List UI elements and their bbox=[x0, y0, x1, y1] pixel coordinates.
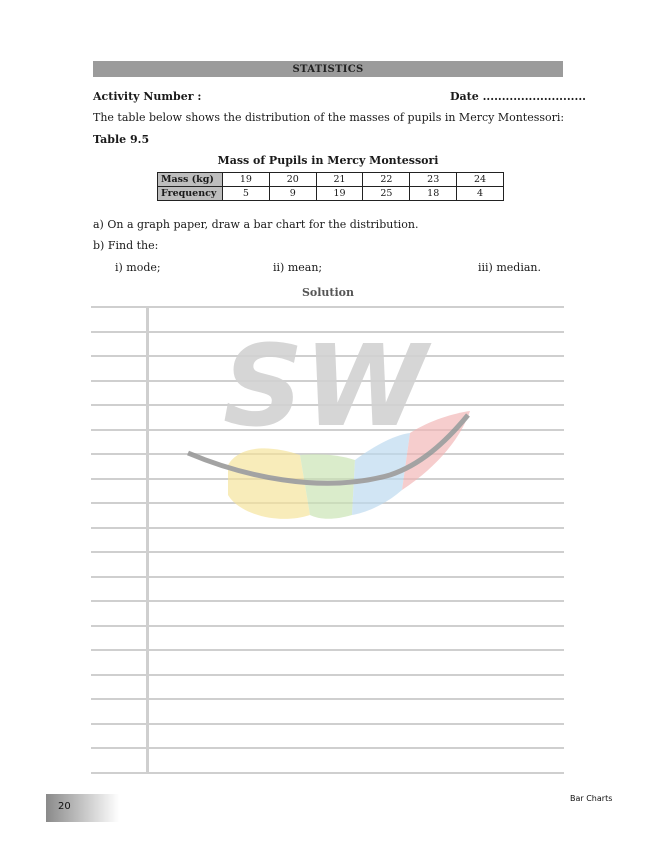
table-cell: 21 bbox=[316, 173, 363, 187]
footer-page-tab bbox=[46, 794, 119, 822]
question-b-part-2: ii) mean; bbox=[273, 261, 323, 274]
ruled-line bbox=[91, 551, 564, 553]
table-cell: 22 bbox=[363, 173, 410, 187]
table-cell: 24 bbox=[457, 173, 504, 187]
table-cell: 19 bbox=[223, 173, 270, 187]
table-cell: 4 bbox=[457, 187, 504, 201]
footer-section-name: Bar Charts bbox=[570, 794, 613, 803]
table-row bbox=[158, 173, 504, 187]
date-label: Date ........................... bbox=[450, 90, 586, 103]
ruled-line bbox=[91, 674, 564, 676]
solution-heading: Solution bbox=[301, 286, 355, 299]
intro-text: The table below shows the distribution of the masses of pupils in Mercy Montessori: bbox=[93, 111, 565, 124]
question-a: a) On a graph paper, draw a bar chart for the distribution. bbox=[93, 218, 419, 231]
ruled-line bbox=[91, 576, 564, 578]
ruled-line bbox=[91, 747, 564, 749]
table-cell: 18 bbox=[410, 187, 457, 201]
page-number: 20 bbox=[58, 801, 71, 812]
table-cell: 20 bbox=[269, 173, 316, 187]
row-header-frequency: Frequency bbox=[158, 187, 223, 201]
table-row bbox=[158, 187, 504, 201]
table-cell: 5 bbox=[223, 187, 270, 201]
question-b-part-1: i) mode; bbox=[115, 261, 161, 274]
ruled-line bbox=[91, 600, 564, 602]
section-title: STATISTICS bbox=[292, 63, 364, 75]
margin-line bbox=[146, 306, 149, 774]
section-header-bar bbox=[93, 61, 563, 77]
table-cell: 25 bbox=[363, 187, 410, 201]
ruled-line bbox=[91, 649, 564, 651]
ruled-line bbox=[91, 772, 564, 774]
ruled-line bbox=[91, 625, 564, 627]
ruled-line bbox=[91, 723, 564, 725]
question-b: b) Find the: bbox=[93, 239, 159, 252]
sw-logo-watermark bbox=[180, 315, 480, 535]
table-cell: 9 bbox=[269, 187, 316, 201]
ruled-line bbox=[91, 698, 564, 700]
table-cell: 23 bbox=[410, 173, 457, 187]
data-table bbox=[157, 172, 504, 201]
watermark-text: SW bbox=[222, 322, 428, 452]
table-label: Table 9.5 bbox=[93, 133, 150, 146]
row-header-mass: Mass (kg) bbox=[158, 173, 223, 187]
table-cell: 19 bbox=[316, 187, 363, 201]
ruled-line bbox=[91, 306, 564, 308]
table-title: Mass of Pupils in Mercy Montessori bbox=[217, 154, 439, 167]
activity-number-label: Activity Number : bbox=[93, 90, 202, 103]
question-b-part-3: iii) median. bbox=[478, 261, 541, 274]
